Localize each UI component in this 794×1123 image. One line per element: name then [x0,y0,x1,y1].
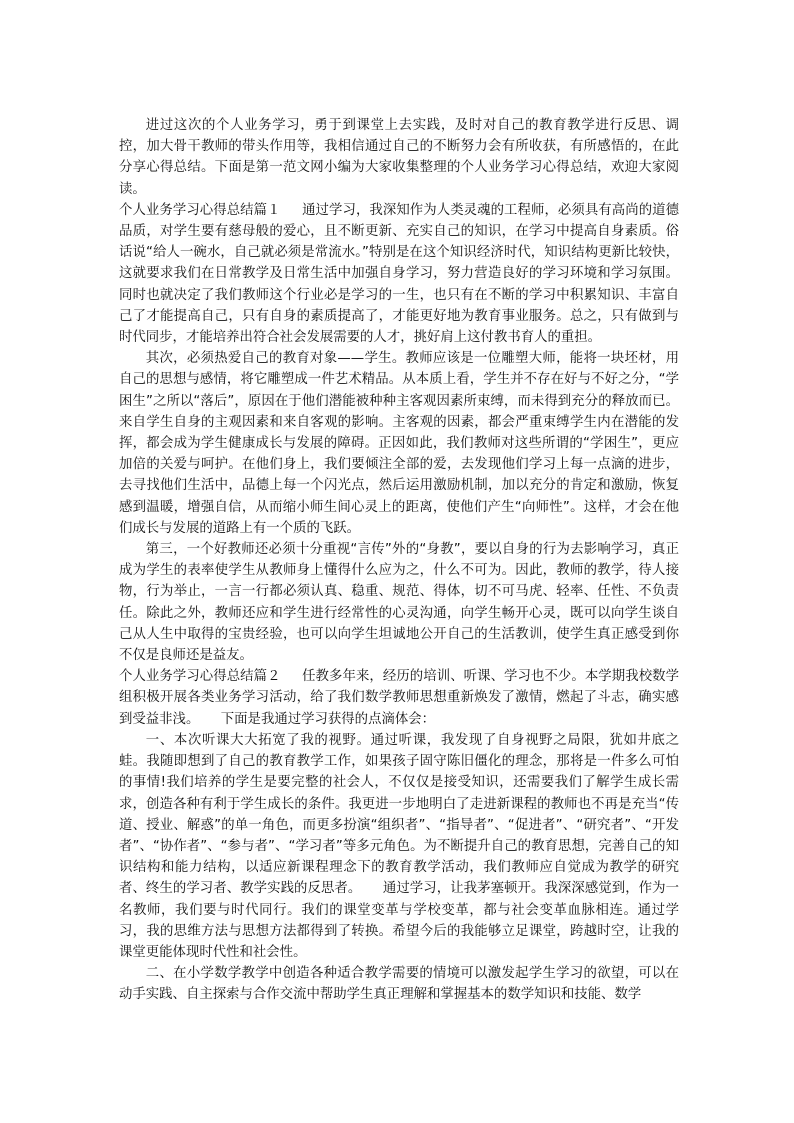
section-2-p2-text: 一、本次听课大大拓宽了我的视野。通过听课，我发现了自身视野之局限，犹如井底之蛙。我随即想到了自己的教育教学工作，如果孩子固守陈旧僵化的理念，那将是一件多么可怕的事情!我们培养的学生是要完整的社会人，不仅仅是接受知识，还需要我们了解学生成长需求，创造各种有利于学生成长的条件。我更进一步地明白了走进新课程的教师也不再是充当“传道、授业、解惑”的单一角色，而更多扮演“组织者”、“指导者”、“促进者”、“研究者”、“开发者”、“协作者”、“参与者”、“学习者”等多元角色。为不断提升自己的教育思想，完善自己的知识结构和能力结构，以适应新课程理念下的教育教学活动，我们教师应自觉成为教学的研究者、终生的学习者、教学实践的反思者。 [119,732,679,897]
section-2-paragraph-3: 二、在小学数学教学中创造各种适合教学需要的情境可以激发起学生学习的欲望，可以在动手实践、自主探索与合作交流中帮助学生真正理解和掌握基本的数学知识和技能、数学 [119,966,679,1003]
section-1-paragraph-3: 第三，一个好教师还必须十分重视“言传”外的“身教”，要以自身的行为去影响学习，真正成为学生的表率使学生从教师身上懂得什么应为之，什么不可为。因此，教师的教学，待人接物，行为举止，一言一行都必须认真、稳重、规范、得体，切不可马虎、轻率、任性、不负责任。除此之外，教师还应和学生进行经常性的心灵沟通，向学生畅开心灵，既可以向学生谈自己从人生中取得的宝贵经验，也可以向学生坦诚地公开自己的生活教训，使学生真正感受到你不仅是良师还是益友。 [119,542,679,664]
section-1-p1-text: 通过学习，我深知作为人类灵魂的工程师，必须具有高尚的道德品质，对学生要有慈母般的爱心，且不断更新、充实自己的知识，在学习中提高自身素质。俗话说“给人一碗水，自己就必须是常流水。”特别是在这个知识经济时代，知识结构更新比较快，这就要求我们在日常教学及日常生活中加强自身学习，努力营造良好的学习环境和学习氛围。同时也就决定了我们教师这个行业必是学习的一生，也只有在不断的学习中积累知识、丰富自己了才能提高自己，只有自身的素质提高了，才能更好地为教育事业服务。总之，只有做到与时代同步，才能培养出符合社会发展需要的人才，挑好肩上这付教书育人的重担。 [119,202,680,346]
section-2-p1-text: 任教多年来，经历的培训、听课、学习也不少。本学期我校数学组积极开展各类业务学习活动，给了我们数学教师思想重新焕发了激情，燃起了斗志，确实感到受益非浅。 [119,669,680,727]
section-2-paragraph-1 [119,666,679,730]
document-page [119,115,679,1006]
section-1-title: 个人业务学习心得总结篇１ [119,202,281,218]
section-2-title: 个人业务学习心得总结篇２ [119,669,281,685]
intro-paragraph: 进过这次的个人业务学习，勇于到课堂上去实践，及时对自己的教育教学进行反思、调控，加大骨干教师的带头作用等，我相信通过自己的不断努力会有所收获，有所感悟的，在此分享心得总结。下面是第一范文网小编为大家收集整理的个人业务学习心得总结，欢迎大家阅读。 [119,118,679,197]
section-2-paragraph-2 [119,730,679,963]
section-2-p1-tail: 下面是我通过学习获得的点滴体会： [220,711,436,727]
section-1-paragraph-2: 其次，必须热爱自己的教育对象——学生。教师应该是一位雕塑大师，能将一块坯材，用自己的思想与感情，将它雕塑成一件艺术精品。从本质上看，学生并不存在好与不好之分，“学困生”之所以“落后”，原因在于他们潜能被种种主客观因素所束缚，而未得到充分的释放而已。来自学生自身的主观因素和来自客观的影响。主客观的因素，都会严重束缚学生内在潜能的发挥，都会成为学生健康成长与发展的障碍。正因如此，我们教师对这些所谓的“学困生”，更应加倍的关爱与呵护。在他们身上，我们要倾注全部的爱，去发现他们学习上每一点滴的进步，去寻找他们生活中，品德上每一个闪光点，然后运用激励机制，加以充分的肯定和激励，恢复感到温暖，增强自信，从而缩小师生间心灵上的距离，使他们产生“向师性”。这样，才会在他们成长与发展的道路上有一个质的飞跃。 [119,351,679,536]
section-1-paragraph-1 [119,200,679,348]
section-2-p2-tail: 通过学习，让我茅塞顿开。我深深感觉到，作为一名教师，我们要与时代同行。我们的课堂变革与学校变革，都与社会变革血脉相连。通过学习，我的思维方法与思想方法都得到了转换。希望今后的我能够立足课堂，跨越时空，让我的课堂更能体现时代性和社会性。 [119,881,680,960]
